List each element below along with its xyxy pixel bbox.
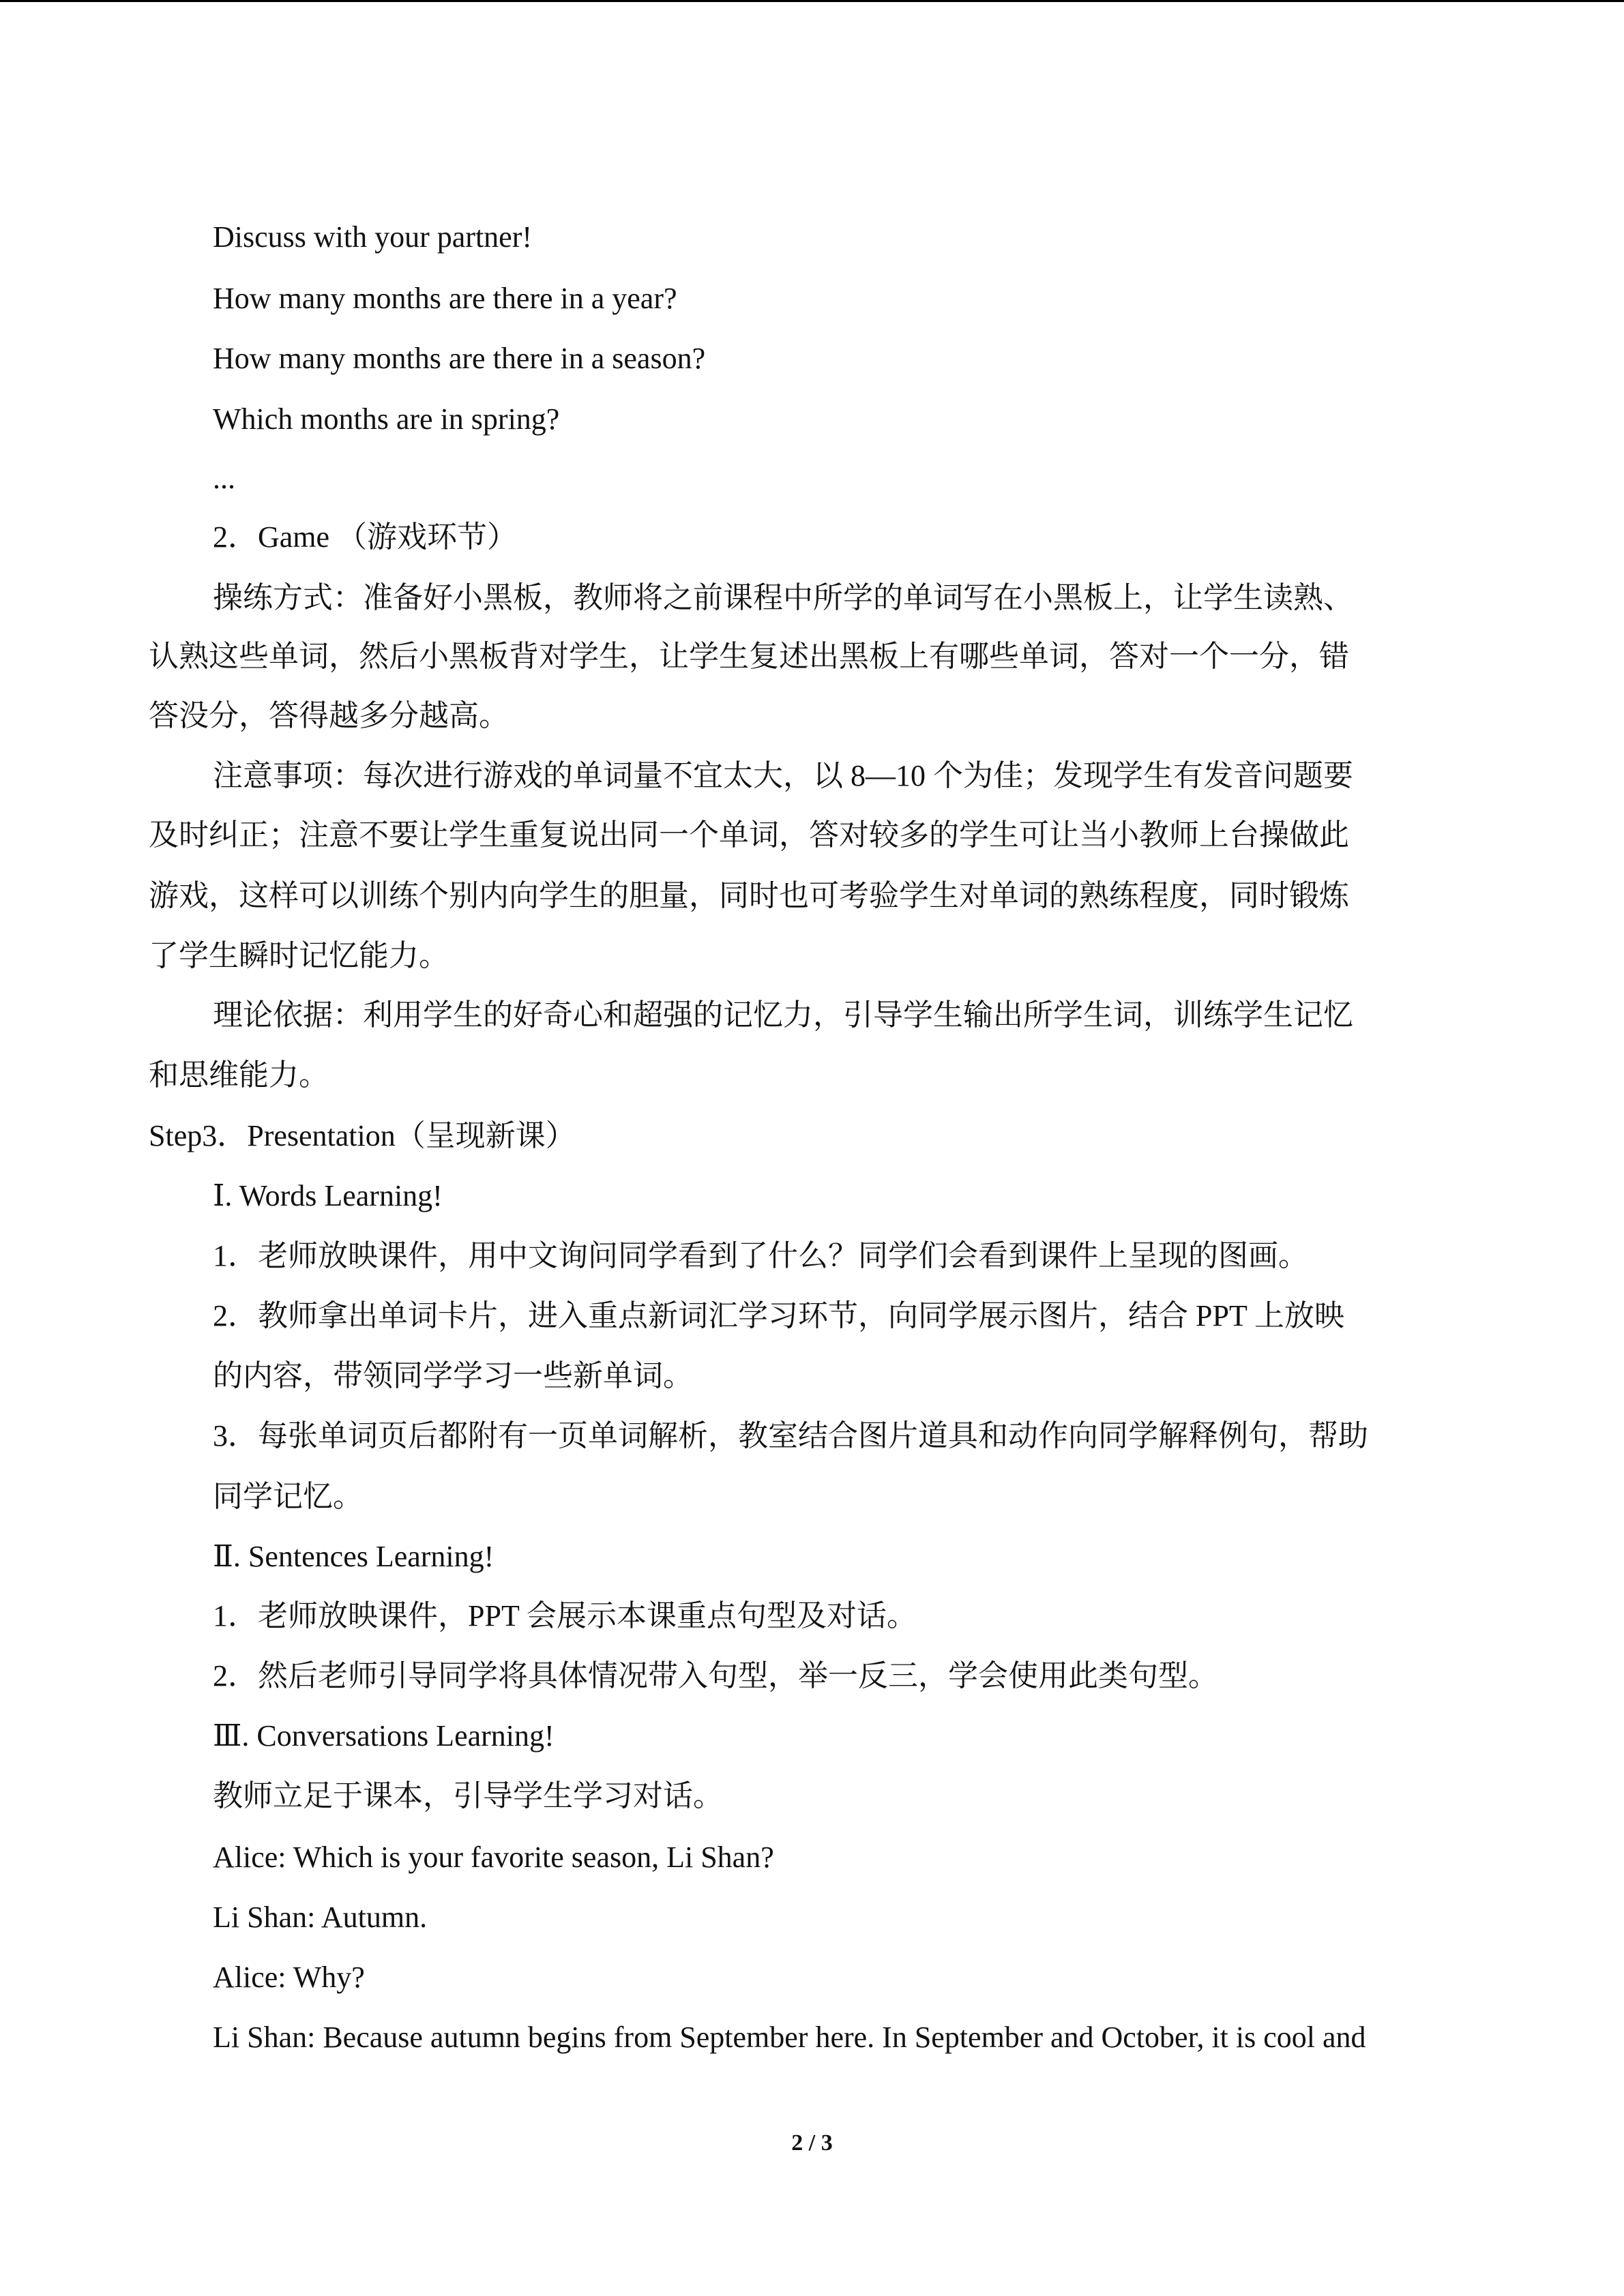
text-line: ... — [213, 462, 235, 495]
text-line: Discuss with your partner! — [213, 220, 533, 254]
text-line: How many months are there in a year? — [213, 282, 677, 315]
text-line: 的内容，带领同学学习一些新单词。 — [213, 1359, 693, 1392]
text-line: 教师立足于课本，引导学生学习对话。 — [213, 1779, 723, 1813]
text-line: 1．老师放映课件，PPT 会展示本课重点句型及对话。 — [213, 1599, 917, 1632]
text-line: 游戏，这样可以训练个别内向学生的胆量，同时也可考验学生对单词的熟练程度，同时锻炼 — [149, 879, 1349, 912]
text-line: Which months are in spring? — [213, 402, 560, 436]
text-line: 2．教师拿出单词卡片，进入重点新词汇学习环节，向同学展示图片，结合 PPT 上放映 — [213, 1299, 1345, 1332]
text-line: 理论依据：利用学生的好奇心和超强的记忆力，引导学生输出所学生词，训练学生记忆 — [213, 998, 1353, 1032]
section-heading: 2．Game （游戏环节） — [213, 520, 518, 554]
subsection-heading: Ⅰ. Words Learning! — [213, 1179, 443, 1212]
subsection-heading: Ⅲ. Conversations Learning! — [213, 1719, 555, 1753]
text-line: How many months are there in a season? — [213, 342, 706, 375]
page-number: 2 / 3 — [791, 2130, 833, 2156]
text-line: 了学生瞬时记忆能力。 — [149, 939, 449, 972]
text-line: 答没分，答得越多分越高。 — [149, 699, 509, 732]
dialogue-line: Li Shan: Autumn. — [213, 1900, 428, 1934]
text-line: 认熟这些单词，然后小黑板背对学生，让学生复述出黑板上有哪些单词，答对一个一分，错 — [149, 640, 1349, 673]
dialogue-line: Alice: Which is your favorite season, Li Shan? — [213, 1840, 774, 1874]
dialogue-line: Alice: Why? — [213, 1960, 365, 1994]
dialogue-line: Li Shan: Because autumn begins from September here. In September and October, it is cool and — [213, 2021, 1366, 2054]
text-line: 及时纠正；注意不要让学生重复说出同一个单词，答对较多的学生可让当小教师上台操做此 — [149, 818, 1349, 852]
text-line: 注意事项：每次进行游戏的单词量不宜太大，以 8—10 个为佳；发现学生有发音问题要 — [213, 759, 1353, 792]
text-line: 操练方式：准备好小黑板，教师将之前课程中所学的单词写在小黑板上，让学生读熟、 — [213, 581, 1353, 614]
section-heading: Step3．Presentation（呈现新课） — [149, 1119, 576, 1152]
text-line: 同学记忆。 — [213, 1480, 363, 1513]
text-line: 和思维能力。 — [149, 1058, 329, 1092]
text-line: 1．老师放映课件，用中文询问同学看到了什么？同学们会看到课件上呈现的图画。 — [213, 1239, 1308, 1272]
subsection-heading: Ⅱ. Sentences Learning! — [213, 1540, 494, 1573]
text-line: 2．然后老师引导同学将具体情况带入句型，举一反三，学会使用此类句型。 — [213, 1659, 1218, 1693]
text-line: 3．每张单词页后都附有一页单词解析，教室结合图片道具和动作向同学解释例句，帮助 — [213, 1419, 1368, 1452]
